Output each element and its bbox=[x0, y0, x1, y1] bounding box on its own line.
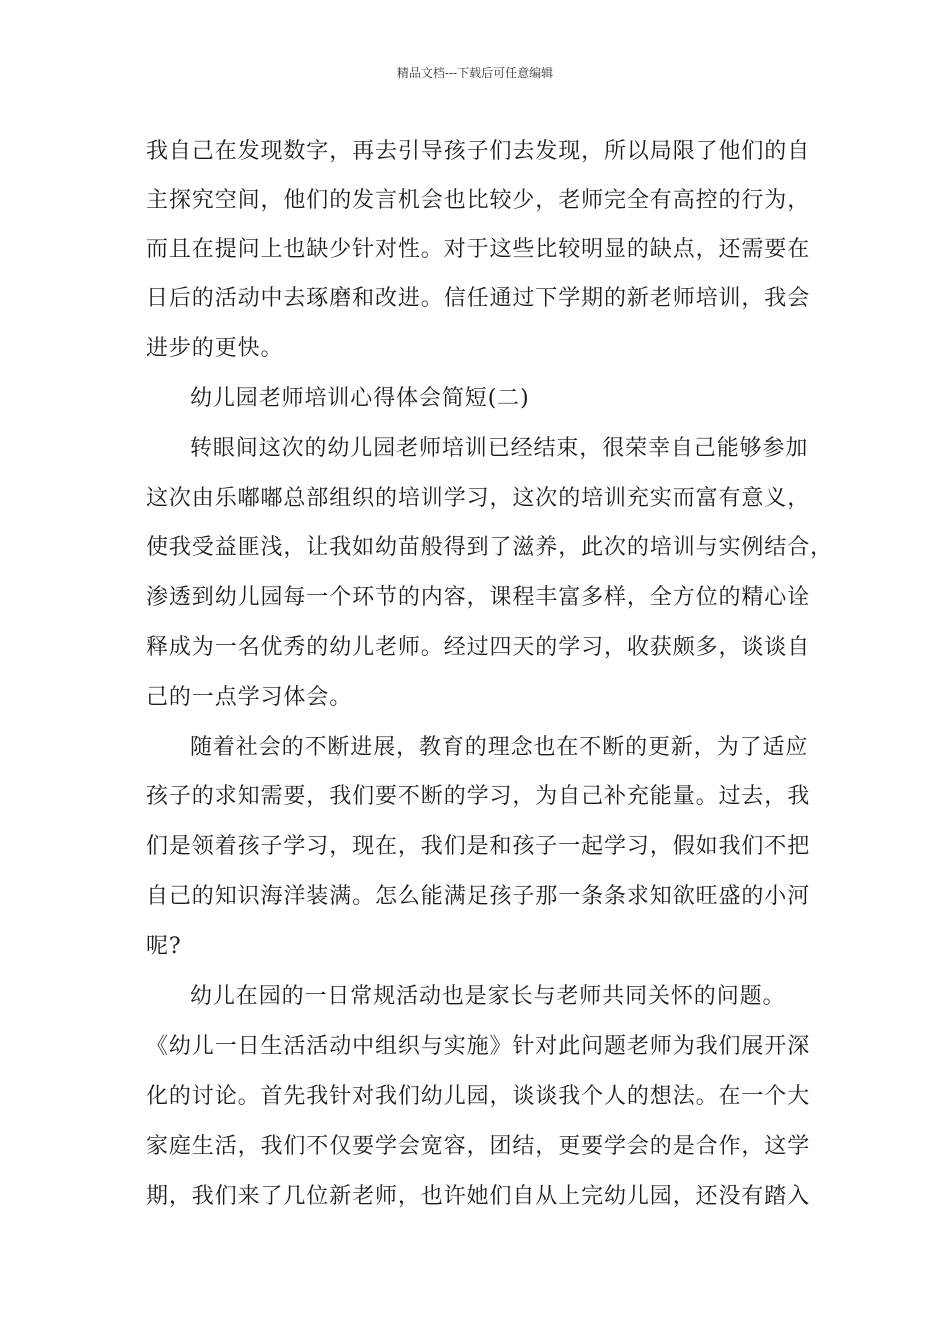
text-line: 随着社会的不断进展，教育的理念也在不断的更新，为了适应 bbox=[190, 735, 809, 760]
text-line: 这次由乐嘟嘟总部组织的培训学习，这次的培训充实而富有意义， bbox=[146, 486, 811, 511]
text-line: 渗透到幼儿园每一个环节的内容，课程丰富多样，全方位的精心诠 bbox=[146, 585, 811, 610]
text-line: 使我受益匪浅，让我如幼苗般得到了滋养，此次的培训与实例结合， bbox=[146, 535, 834, 560]
text-line: 期，我们来了几位新老师，也许她们自从上完幼儿园，还没有踏入 bbox=[146, 1184, 811, 1209]
text-line: 幼儿在园的一日常规活动也是家长与老师共同关怀的问题。 bbox=[190, 984, 786, 1009]
text-line: 日后的活动中去琢磨和改进。信任通过下学期的新老师培训，我会 bbox=[146, 286, 811, 311]
section-heading: 幼儿园老师培训心得体会简短(二) bbox=[190, 386, 530, 411]
text-line: 转眼间这次的幼儿园老师培训已经结束，很荣幸自己能够参加 bbox=[190, 436, 809, 461]
text-line: 己的一点学习体会。 bbox=[146, 685, 353, 710]
text-line: 而且在提问上也缺少针对性。对于这些比较明显的缺点，还需要在 bbox=[146, 237, 811, 262]
text-line: 《幼儿一日生活活动中组织与实施》针对此问题老师为我们展开深 bbox=[146, 1034, 811, 1059]
text-line: 们是领着孩子学习，现在，我们是和孩子一起学习，假如我们不把 bbox=[146, 834, 811, 859]
text-line: 进步的更快。 bbox=[146, 336, 284, 361]
text-line: 自己的知识海洋装满。怎么能满足孩子那一条条求知欲旺盛的小河 bbox=[146, 884, 811, 909]
text-line: 我自己在发现数字，再去引导孩子们去发现，所以局限了他们的自 bbox=[146, 139, 811, 164]
text-line: 呢? bbox=[146, 934, 182, 959]
text-line: 化的讨论。首先我针对我们幼儿园，谈谈我个人的想法。在一个大 bbox=[146, 1084, 811, 1109]
page-header: 精品文档---下载后可任意编辑 bbox=[396, 66, 554, 80]
text-line: 主探究空间，他们的发言机会也比较少，老师完全有高控的行为， bbox=[146, 188, 811, 213]
text-line: 释成为一名优秀的幼儿老师。经过四天的学习，收获颇多，谈谈自 bbox=[146, 635, 811, 660]
text-line: 孩子的求知需要，我们要不断的学习，为自己补充能量。过去，我 bbox=[146, 784, 811, 809]
text-line: 家庭生活，我们不仅要学会宽容，团结，更要学会的是合作，这学 bbox=[146, 1134, 811, 1159]
